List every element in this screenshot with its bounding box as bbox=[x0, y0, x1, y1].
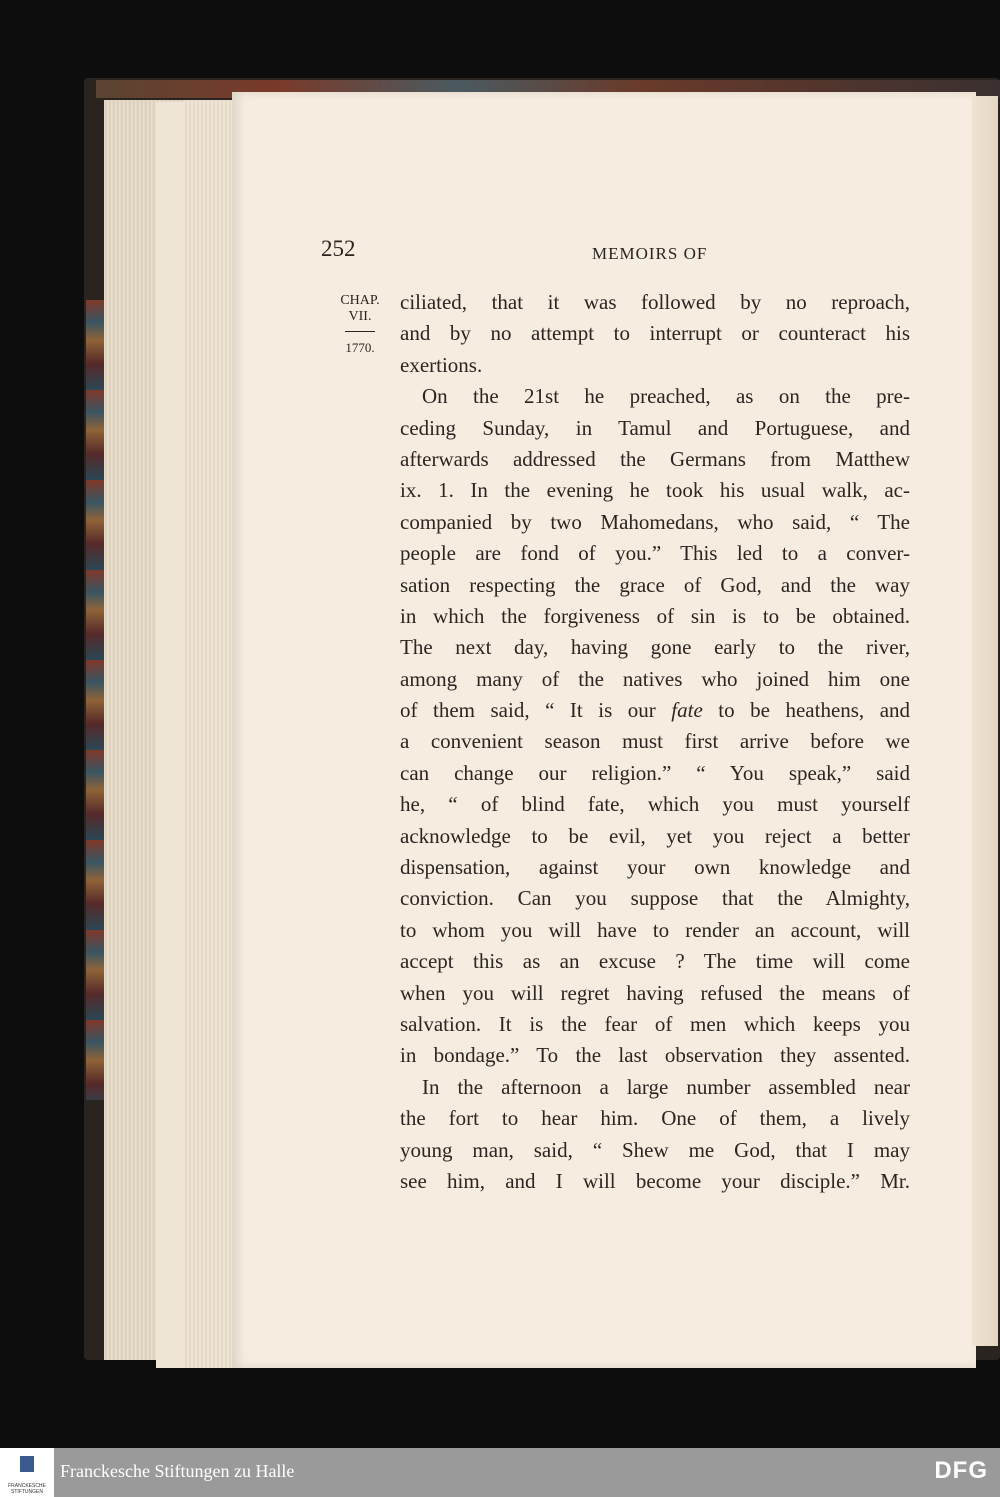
text-line: afterwards addressed the Germans from Matthew bbox=[400, 446, 910, 471]
text-line: can change our religion.” “ You speak,” said bbox=[400, 760, 910, 785]
logo-caption: FRANCKESCHE STIFTUNGEN bbox=[8, 1483, 46, 1495]
text-line: the fort to hear him. One of them, a lively bbox=[400, 1106, 910, 1131]
text-line: On the 21st he preached, as on the pre- bbox=[422, 384, 910, 409]
text-line: ciliated, that it was followed by no reproach, bbox=[400, 290, 910, 314]
page-number: 252 bbox=[321, 236, 356, 261]
text-line: he, “ of blind fate, which you must yourself bbox=[400, 792, 910, 817]
text-fragment: to be heathens, and bbox=[718, 698, 911, 723]
text-line: people are fond of you.” This led to a conver- bbox=[400, 541, 910, 566]
text-line: to whom you will have to render an account, will bbox=[400, 917, 910, 942]
body-text bbox=[400, 287, 910, 1197]
text-line: young man, said, “ Shew me God, that I may bbox=[400, 1137, 910, 1162]
text-line: sation respecting the grace of God, and the way bbox=[400, 572, 910, 597]
footer-bar bbox=[0, 1448, 1000, 1497]
text-line-italic bbox=[400, 695, 910, 726]
text-line: The next day, having gone early to the river, bbox=[400, 635, 910, 660]
text-line: among many of the natives who joined him one bbox=[400, 666, 910, 691]
text-line: in bondage.” To the last observation they assented. bbox=[400, 1043, 910, 1068]
margin-rule bbox=[345, 331, 375, 332]
page-stack-inner bbox=[156, 102, 186, 1368]
facing-page-edge bbox=[972, 96, 998, 1346]
text-line: companied by two Mahomedans, who said, “ The bbox=[400, 509, 910, 534]
text-line: conviction. Can you suppose that the Almighty, bbox=[400, 886, 910, 911]
running-head: MEMOIRS OF bbox=[592, 244, 708, 263]
margin-year: 1770. bbox=[345, 340, 375, 355]
chapter-label: CHAP. bbox=[340, 293, 380, 308]
italic-word: fate bbox=[671, 698, 703, 723]
margin-note bbox=[330, 293, 390, 356]
text-line: ix. 1. In the evening he took his usual walk, ac- bbox=[400, 478, 910, 503]
chapter-number: VII. bbox=[348, 309, 372, 324]
text-line: acknowledge to be evil, yet you reject a better bbox=[400, 823, 910, 848]
text-line: dispensation, against your own knowledge and bbox=[400, 855, 910, 880]
text-line: In the afternoon a large number assembled near bbox=[422, 1074, 910, 1099]
text-fragment: of them said, “ It is our bbox=[400, 698, 656, 723]
building-icon bbox=[20, 1456, 34, 1472]
text-line: exertions. bbox=[400, 352, 483, 377]
text-line: when you will regret having refused the means of bbox=[400, 980, 910, 1005]
text-line: a convenient season must first arrive before we bbox=[400, 729, 910, 754]
text-line: in which the forgiveness of sin is to be obtained. bbox=[400, 603, 910, 628]
text-line: see him, and I will become your disciple.” Mr. bbox=[400, 1168, 910, 1193]
institution-name[interactable]: Franckesche Stiftungen zu Halle bbox=[60, 1461, 295, 1481]
dfg-logo[interactable]: DFG bbox=[934, 1457, 988, 1484]
marbled-edge bbox=[86, 300, 104, 1100]
institution-logo[interactable] bbox=[0, 1448, 54, 1497]
text-line: and by no attempt to interrupt or counteract his bbox=[400, 321, 910, 346]
text-line: salvation. It is the fear of men which keeps you bbox=[400, 1011, 910, 1036]
text-line: accept this as an excuse ? The time will come bbox=[400, 949, 910, 974]
text-line: ceding Sunday, in Tamul and Portuguese, and bbox=[400, 415, 910, 440]
